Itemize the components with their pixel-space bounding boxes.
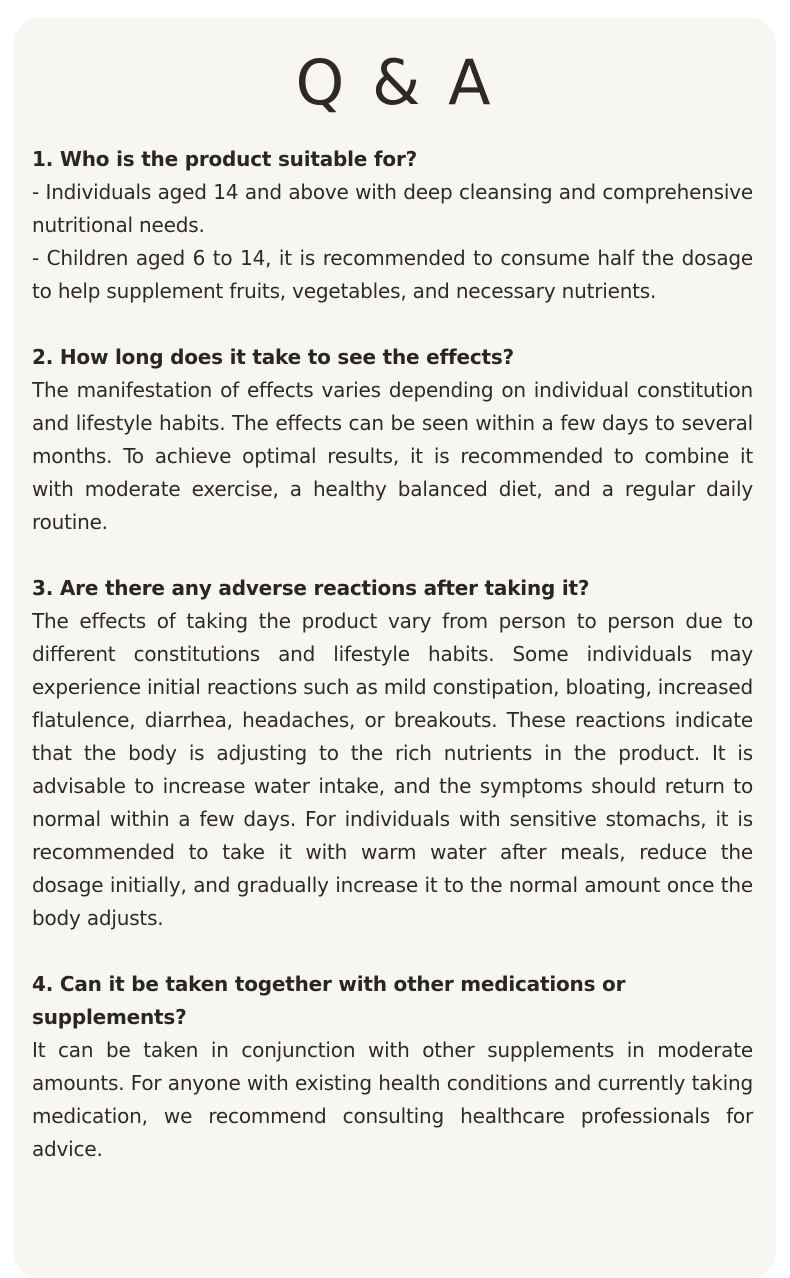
question-1: 1. Who is the product suitable for? [32, 147, 418, 171]
page-title: Q & A [295, 46, 495, 119]
question-2: 2. How long does it take to see the effects? [32, 345, 514, 369]
answer-4: It can be taken in conjunction with other supplements in moderate amounts. For anyone with existing health conditions and currently taking medication, we recommend consulting healthcare professionals for advice. [32, 1038, 753, 1161]
qa-item-2 [32, 341, 753, 539]
answer-1-line-2: - Children aged 6 to 14, it is recommended to consume half the dosage to help supplement fruits, vegetables, and necessary nutrients. [32, 246, 753, 303]
question-3: 3. Are there any adverse reactions after taking it? [32, 576, 590, 600]
answer-2: The manifestation of effects varies depending on individual constitution and lifestyle habits. The effects can be seen within a few days to several months. To achieve optimal results, it is recommended to combine it with moderate exercise, a healthy balanced diet, and a regular daily routine. [32, 378, 753, 534]
qa-item-4 [32, 968, 753, 1166]
answer-3: The effects of taking the product vary from person to person due to different constitutions and lifestyle habits. Some individuals may experience initial reactions such as mild constipation, bloating, increased flatulence, diarrhea, headaches, or breakouts. These reactions indicate that the body is adjusting to the rich nutrients in the product. It is advisable to increase water intake, and the symptoms should return to normal within a few days. For individuals with sensitive stomachs, it is recommended to take it with warm water after meals, reduce the dosage initially, and gradually increase it to the normal amount once the body adjusts. [32, 609, 753, 930]
qa-item-3 [32, 572, 753, 935]
answer-1-line-1: - Individuals aged 14 and above with deep cleansing and comprehensive nutritional needs. [32, 180, 753, 237]
qa-list [32, 143, 753, 1199]
question-4: 4. Can it be taken together with other medications or supplements? [32, 972, 626, 1029]
qa-item-1 [32, 143, 753, 308]
